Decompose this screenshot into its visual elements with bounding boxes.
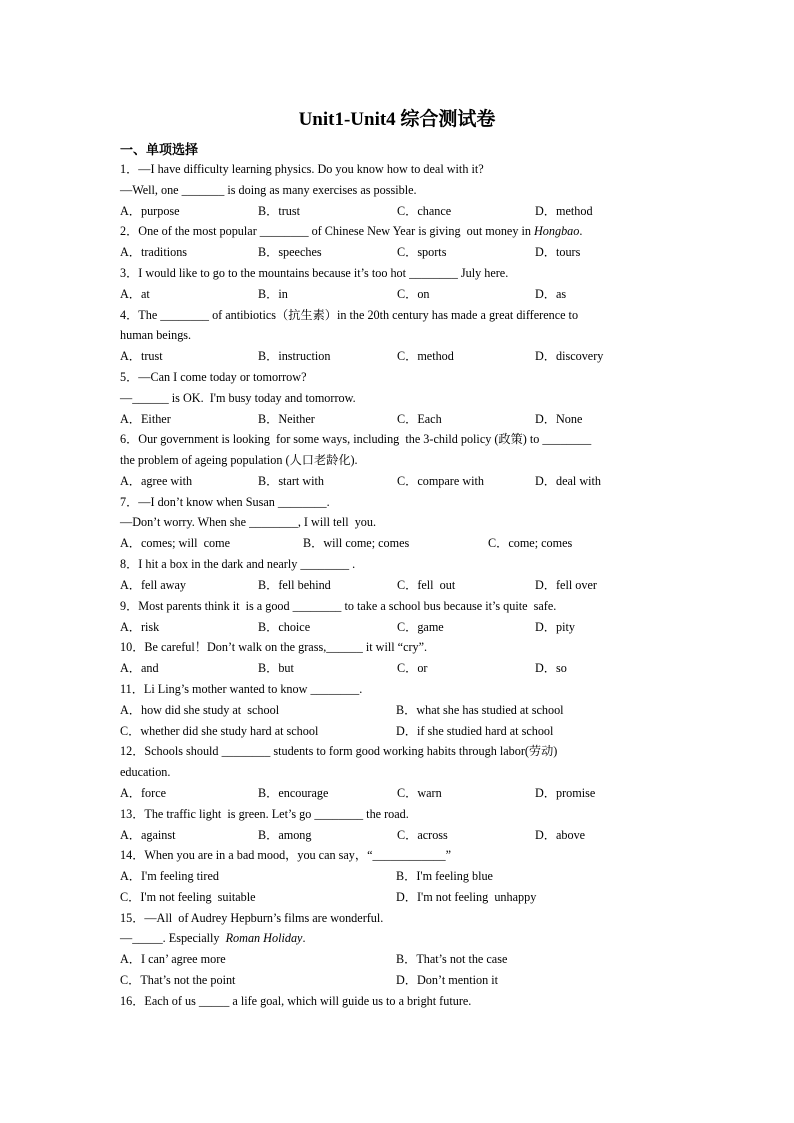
question-7-stem: 7．—I don’t know when Susan ________.	[120, 495, 330, 509]
option-d[interactable]: D．pity	[535, 620, 575, 634]
question-14-stem: 14．When you are in a bad mood，you can say，“____________”	[120, 848, 452, 862]
option-c[interactable]: C．whether did she study hard at school	[120, 724, 319, 738]
option-a[interactable]: A．force	[120, 786, 167, 800]
question-5-reply: —______ is OK. I'm busy today and tomorrow.	[120, 391, 356, 405]
question-5-stem: 5．—Can I come today or tomorrow?	[120, 370, 307, 384]
reply-end: .	[302, 931, 306, 945]
question-1-stem: 1．—I have difficulty learning physics. Do you know how to deal with it?	[120, 162, 484, 176]
question-4-stem-cont: human beings.	[120, 328, 192, 342]
question-15-options-row2	[120, 971, 680, 989]
question-11-options-row1	[120, 701, 680, 719]
question-6-stem-cont: the problem of ageing population (人口老龄化).	[120, 453, 358, 467]
question-3-options	[120, 285, 680, 303]
option-b[interactable]: B．will come; comes	[303, 536, 410, 550]
option-d[interactable]: D．discovery	[535, 349, 604, 363]
option-d[interactable]: D．above	[535, 828, 586, 842]
option-a[interactable]: A．trust	[120, 349, 163, 363]
option-b[interactable]: B．trust	[258, 204, 300, 218]
question-13-options	[120, 826, 680, 844]
option-d[interactable]: D．so	[535, 661, 567, 675]
question-14-options-row1	[120, 867, 680, 885]
option-b[interactable]: B．I'm feeling blue	[396, 869, 493, 883]
question-1-reply: —Well, one _______ is doing as many exercises as possible.	[120, 183, 417, 197]
question-5-options	[120, 410, 680, 428]
option-c[interactable]: C．or	[397, 661, 428, 675]
stem-text: 2．One of the most popular ________ of Chinese New Year is giving out money in	[120, 224, 534, 238]
option-c[interactable]: C．come; comes	[488, 536, 573, 550]
option-b[interactable]: B．what she has studied at school	[396, 703, 564, 717]
option-a[interactable]: A．Either	[120, 412, 171, 426]
option-d[interactable]: D．tours	[535, 245, 581, 259]
question-12-options	[120, 784, 680, 802]
option-a[interactable]: A．fell away	[120, 578, 186, 592]
option-c[interactable]: C．game	[397, 620, 444, 634]
option-b[interactable]: B．Neither	[258, 412, 315, 426]
option-a[interactable]: A．at	[120, 287, 150, 301]
option-c[interactable]: C．That’s not the point	[120, 973, 236, 987]
option-d[interactable]: D．deal with	[535, 474, 602, 488]
question-4-stem: 4．The ________ of antibiotics（抗生素）in the 20th century has made a great difference to	[120, 308, 579, 322]
option-b[interactable]: B．instruction	[258, 349, 331, 363]
question-13-stem: 13．The traffic light is green. Let’s go ________ the road.	[120, 807, 409, 821]
option-c[interactable]: C．Each	[397, 412, 442, 426]
option-d[interactable]: D．promise	[535, 786, 596, 800]
question-15-stem: 15．—All of Audrey Hepburn’s films are wonderful.	[120, 911, 384, 925]
question-8-stem: 8．I hit a box in the dark and nearly ________ .	[120, 557, 356, 571]
option-d[interactable]: D．Don’t mention it	[396, 973, 499, 987]
question-10-options	[120, 659, 680, 677]
question-15-options-row1	[120, 950, 680, 968]
option-a[interactable]: A．I can’ agree more	[120, 952, 226, 966]
question-9-options	[120, 618, 680, 636]
question-15-reply	[120, 929, 680, 947]
option-d[interactable]: D．as	[535, 287, 567, 301]
option-a[interactable]: A．agree with	[120, 474, 193, 488]
option-a[interactable]: A．against	[120, 828, 176, 842]
option-d[interactable]: D．None	[535, 412, 583, 426]
option-c[interactable]: C．compare with	[397, 474, 484, 488]
question-3-stem: 3．I would like to go to the mountains because it’s too hot ________ July here.	[120, 266, 509, 280]
option-b[interactable]: B．but	[258, 661, 294, 675]
option-b[interactable]: B．That’s not the case	[396, 952, 508, 966]
question-1-options	[120, 202, 680, 220]
option-d[interactable]: D．method	[535, 204, 593, 218]
option-d[interactable]: D．I'm not feeling unhappy	[396, 890, 537, 904]
question-4-options	[120, 347, 680, 365]
option-a[interactable]: A．I'm feeling tired	[120, 869, 219, 883]
option-b[interactable]: B．speeches	[258, 245, 322, 259]
question-9-stem: 9．Most parents think it is a good ________ to take a school bus because it’s quite safe.	[120, 599, 557, 613]
option-b[interactable]: B．encourage	[258, 786, 329, 800]
question-6-stem: 6．Our government is looking for some ways, including the 3-child policy (政策) to ________	[120, 432, 592, 446]
stem-italic: Hongbao	[534, 224, 580, 238]
option-c[interactable]: C．chance	[397, 204, 452, 218]
question-16-stem: 16．Each of us _____ a life goal, which will guide us to a bright future.	[120, 994, 472, 1008]
stem-end: .	[579, 224, 583, 238]
option-b[interactable]: B．start with	[258, 474, 325, 488]
option-b[interactable]: B．in	[258, 287, 288, 301]
option-b[interactable]: B．among	[258, 828, 312, 842]
question-11-options-row2	[120, 722, 680, 740]
question-6-options	[120, 472, 680, 490]
option-c[interactable]: C．on	[397, 287, 430, 301]
question-2-options	[120, 243, 680, 261]
question-12-stem: 12．Schools should ________ students to form good working habits through labor(劳动)	[120, 744, 558, 758]
option-a[interactable]: A．how did she study at school	[120, 703, 280, 717]
option-b[interactable]: B．fell behind	[258, 578, 331, 592]
question-11-stem: 11．Li Ling’s mother wanted to know ________.	[120, 682, 363, 696]
option-c[interactable]: C．across	[397, 828, 448, 842]
option-c[interactable]: C．sports	[397, 245, 447, 259]
reply-italic: Roman Holiday	[225, 931, 303, 945]
question-2-stem	[120, 222, 680, 240]
reply-text: —_____. Especially	[120, 931, 226, 945]
question-12-stem-cont: education.	[120, 765, 171, 779]
question-14-options-row2	[120, 888, 680, 906]
option-a[interactable]: A．risk	[120, 620, 160, 634]
question-8-options	[120, 576, 680, 594]
option-a[interactable]: A．and	[120, 661, 159, 675]
section-heading: 一、单项选择	[120, 142, 199, 157]
option-c[interactable]: C．warn	[397, 786, 442, 800]
option-a[interactable]: A．traditions	[120, 245, 188, 259]
question-7-reply: —Don’t worry. When she ________, I will tell you.	[120, 515, 377, 529]
option-c[interactable]: C．method	[397, 349, 454, 363]
option-a[interactable]: A．comes; will come	[120, 536, 231, 550]
option-c[interactable]: C．fell out	[397, 578, 456, 592]
option-c[interactable]: C．I'm not feeling suitable	[120, 890, 256, 904]
option-d[interactable]: D．fell over	[535, 578, 597, 592]
option-d[interactable]: D．if she studied hard at school	[396, 724, 554, 738]
page-title: Unit1-Unit4 综合测试卷	[298, 109, 496, 130]
question-7-options	[120, 534, 680, 552]
option-b[interactable]: B．choice	[258, 620, 311, 634]
option-a[interactable]: A．purpose	[120, 204, 180, 218]
question-10-stem: 10．Be careful！Don’t walk on the grass,______ it will “cry”.	[120, 640, 428, 654]
